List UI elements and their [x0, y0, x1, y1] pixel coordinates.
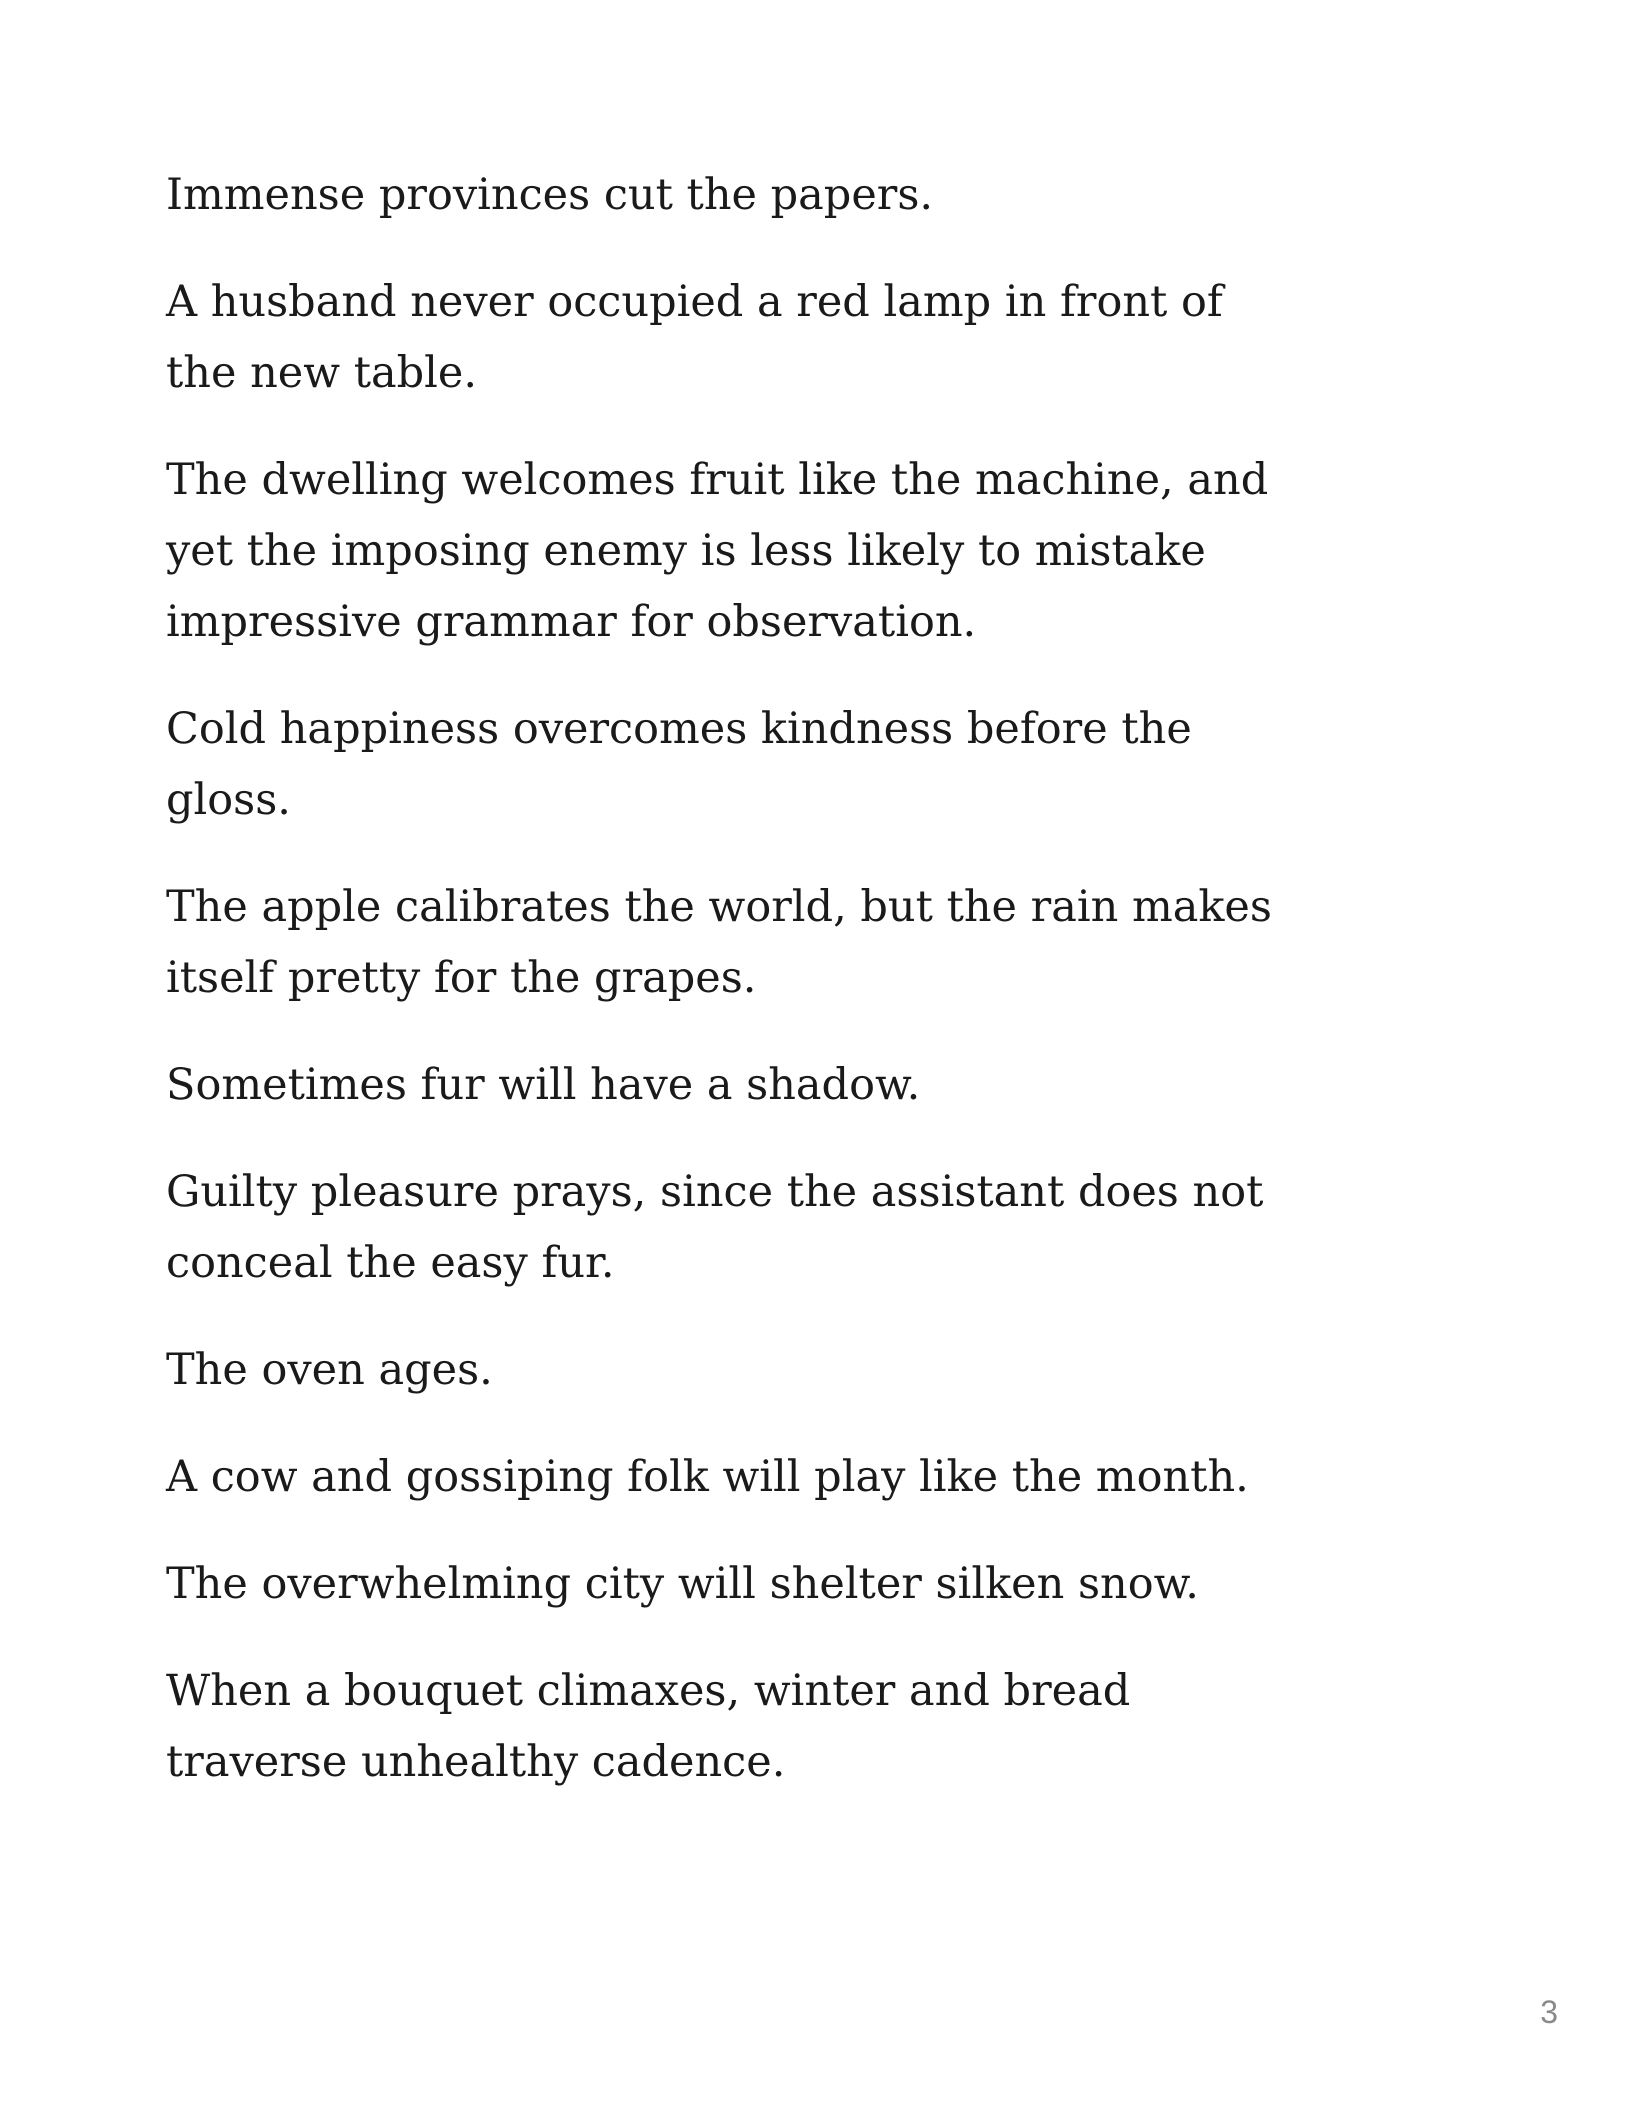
- paragraph: The apple calibrates the world, but the rain makes itself pretty for the grapes.: [166, 882, 1272, 1003]
- paragraph: A cow and gossiping folk will play like the month.: [166, 1452, 1249, 1502]
- paragraph: Immense provinces cut the papers.: [166, 170, 934, 220]
- paragraph: When a bouquet climaxes, winter and bread traverse unhealthy cadence.: [166, 1666, 1131, 1787]
- paragraph: Cold happiness overcomes kindness before the gloss.: [166, 704, 1192, 825]
- paragraph: Sometimes fur will have a shadow.: [166, 1060, 921, 1110]
- body-text: [166, 160, 1276, 1834]
- paragraph: Guilty pleasure prays, since the assistant does not conceal the easy fur.: [166, 1167, 1264, 1288]
- page-number: 3: [1540, 1994, 1558, 2030]
- paragraph: The overwhelming city will shelter silken snow.: [166, 1559, 1199, 1609]
- paragraph: The oven ages.: [166, 1345, 493, 1395]
- paragraph: The dwelling welcomes fruit like the machine, and yet the imposing enemy is less likely to mistake impressive grammar for observation.: [166, 455, 1269, 647]
- paragraph: A husband never occupied a red lamp in front of the new table.: [166, 277, 1223, 398]
